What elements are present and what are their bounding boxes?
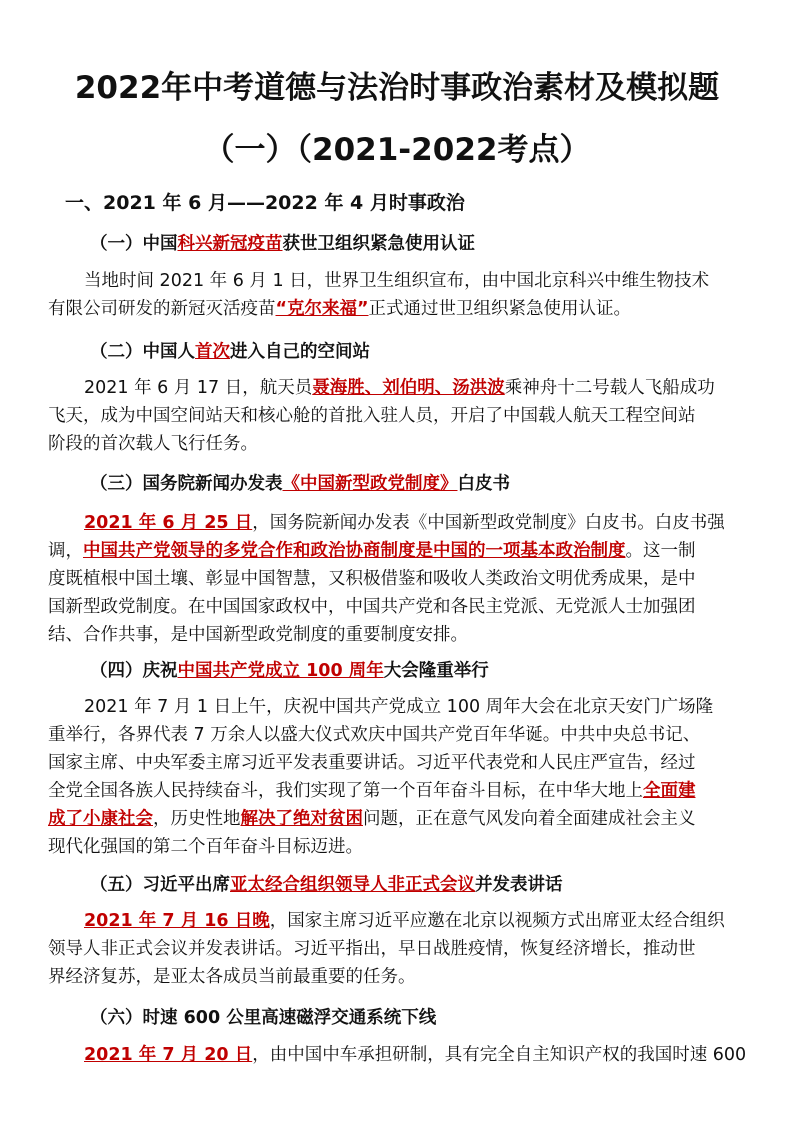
highlight-text: 中国共产党领导的多党合作和政治协商制度是中国的一项基本政治制度 <box>83 541 626 561</box>
highlight-text: 解决了绝对贫困 <box>240 809 363 829</box>
document-title-line1: 2022年中考道德与法治时事政治素材及模拟题 <box>74 70 720 106</box>
highlight-text: 2021 年 7 月 20 日 <box>84 1045 253 1065</box>
line-text: 有限公司研发的新冠灭活疫苗 <box>48 299 276 319</box>
paragraph-line <box>48 805 748 833</box>
line-text: 调， <box>48 541 83 561</box>
highlight-text: 2021 年 7 月 16 日晚 <box>84 911 270 931</box>
paragraph-line: 飞天，成为中国空间站天和核心舱的首批入驻人员，开启了中国载人航天工程空间站 <box>48 406 696 426</box>
subheading-text: 获世卫组织紧急使用认证 <box>282 234 475 254</box>
highlight-text: 2021 年 6 月 25 日 <box>84 513 253 533</box>
highlight-text: 首次 <box>195 342 230 362</box>
subheading-text: 白皮书 <box>457 474 510 494</box>
subheading-text: （四）庆祝 <box>90 661 178 681</box>
paragraph-line <box>48 907 748 935</box>
line-text: ，国务院新闻办发表《中国新型政党制度》白皮书。白皮书强 <box>252 513 725 533</box>
paragraph-line: 界经济复苏，是亚太各成员当前最重要的任务。 <box>48 967 416 987</box>
document-title-line2: （一）（2021-2022考点） <box>203 132 591 168</box>
paragraph-line: 国家主席、中央军委主席习近平发表重要讲话。习近平代表党和人民庄严宣告，经过 <box>48 753 696 773</box>
subheading-1 <box>90 230 475 255</box>
highlight-text: 亚太经合组织领导人非正式会议 <box>230 875 475 895</box>
highlight-text: “克尔来福” <box>275 299 369 319</box>
line-text: ，历史性地 <box>153 809 241 829</box>
section-heading: 一、2021 年 6 月——2022 年 4 月时事政治 <box>65 192 465 214</box>
paragraph-line: 国新型政党制度。在中国国家政权中，中国共产党和各民主党派、无党派人士加强团 <box>48 597 696 617</box>
paragraph-line <box>48 537 748 565</box>
highlight-text: 科兴新冠疫苗 <box>177 234 283 254</box>
subheading-text: （三）国务院新闻办发表 <box>90 474 283 494</box>
line-text: 问题，正在意气风发向着全面建成社会主义 <box>363 809 696 829</box>
paragraph-6 <box>48 1041 748 1069</box>
paragraph-line: 2021 年 7 月 1 日上午，庆祝中国共产党成立 100 周年大会在北京天安门广场隆 <box>84 697 714 717</box>
line-text: 正式通过世卫组织紧急使用认证。 <box>368 299 632 319</box>
highlight-text: 聂海胜、刘伯明、汤洪波 <box>312 378 505 398</box>
paragraph-line: 重举行，各界代表 7 万余人以盛大仪式欢庆中国共产党百年华诞。中共中央总书记、 <box>48 725 701 745</box>
subheading-text: 大会隆重举行 <box>383 661 489 681</box>
paragraph-line <box>48 1041 748 1069</box>
subheading-text: （一）中国 <box>90 234 178 254</box>
paragraph-line <box>48 295 748 323</box>
line-text: 。这一制 <box>625 541 696 561</box>
line-text: 2021 年 6 月 17 日，航天员 <box>84 378 313 398</box>
paragraph-5 <box>48 907 748 991</box>
paragraph-line <box>48 374 748 402</box>
paragraph-2 <box>48 374 748 458</box>
paragraph-4 <box>48 693 748 861</box>
highlight-text: 《中国新型政党制度》 <box>282 474 458 494</box>
subheading-5 <box>90 871 563 896</box>
line-text: 乘神舟十二号载人飞船成功 <box>504 378 715 398</box>
paragraph-line: 结、合作共事，是中国新型政党制度的重要制度安排。 <box>48 625 468 645</box>
line-text: 全党全国各族人民持续奋斗，我们实现了第一个百年奋斗目标，在中华大地上 <box>48 781 643 801</box>
highlight-text: 成了小康社会 <box>48 809 153 829</box>
line-text: ，国家主席习近平应邀在北京以视频方式出席亚太经合组织 <box>269 911 725 931</box>
paragraph-line: 当地时间 2021 年 6 月 1 日，世界卫生组织宣布，由中国北京科兴中维生物技术 <box>84 271 710 291</box>
paragraph-line: 阶段的首次载人飞行任务。 <box>48 434 258 454</box>
line-text: ，由中国中车承担研制，具有完全自主知识产权的我国时速 600 <box>252 1045 747 1065</box>
subheading-2 <box>90 338 370 363</box>
subheading-6: （六）时速 600 公里高速磁浮交通系统下线 <box>90 1008 437 1028</box>
subheading-4 <box>90 657 489 682</box>
paragraph-line <box>48 509 748 537</box>
subheading-3 <box>90 470 510 495</box>
subheading-text: （二）中国人 <box>90 342 195 362</box>
subheading-text: （五）习近平出席 <box>90 875 230 895</box>
subheading-text: 并发表讲话 <box>475 875 563 895</box>
paragraph-line: 度既植根中国土壤、彰显中国智慧，又积极借鉴和吸收人类政治文明优秀成果，是中 <box>48 569 696 589</box>
highlight-text: 全面建 <box>643 781 696 801</box>
highlight-text: 中国共产党成立 100 周年 <box>177 661 384 681</box>
paragraph-line <box>48 777 748 805</box>
paragraph-line: 现代化强国的第二个百年奋斗目标迈进。 <box>48 837 363 857</box>
paragraph-1 <box>48 267 748 323</box>
paragraph-3 <box>48 509 748 649</box>
paragraph-line: 领导人非正式会议并发表讲话。习近平指出，早日战胜疫情，恢复经济增长，推动世 <box>48 939 696 959</box>
subheading-text: 进入自己的空间站 <box>230 342 370 362</box>
